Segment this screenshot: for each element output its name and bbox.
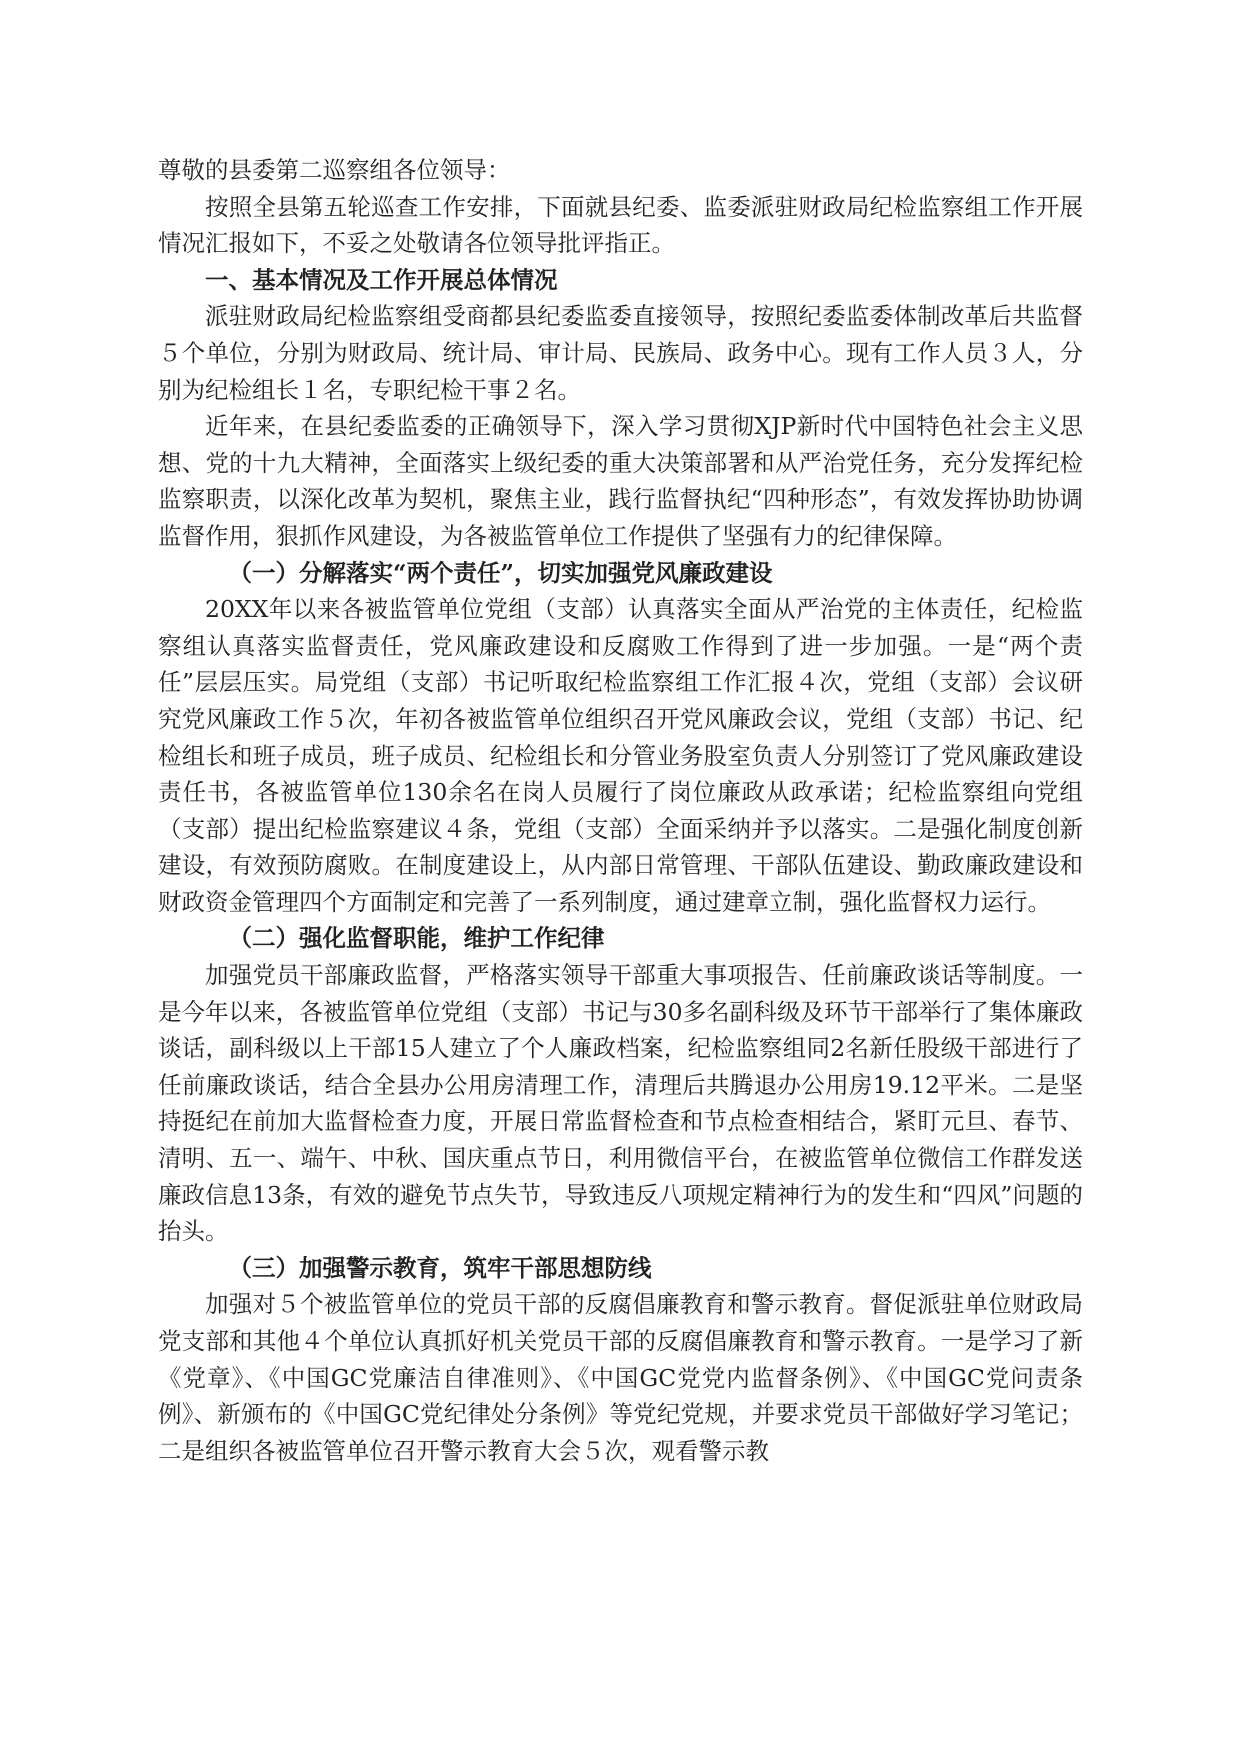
- intro-paragraph: 按照全县第五轮巡查工作安排，下面就县纪委、监委派驻财政局纪检监察组工作开展情况汇报如下，不妥之处敬请各位领导批评指正。: [158, 192, 1083, 258]
- subsection-heading-supervision: （二）强化监督职能，维护工作纪律: [228, 924, 605, 953]
- salutation: 尊敬的县委第二巡察组各位领导：: [158, 156, 511, 184]
- document-body: [158, 152, 1083, 1469]
- paragraph-recent-work: 近年来，在县纪委监委的正确领导下，深入学习贯彻XJP新时代中国特色社会主义思想、党的十九大精神，全面落实上级纪委的重大决策部署和从严治党任务，充分发挥纪检监察职责，以深化改革为契机，聚焦主业，践行监督执纪“四种形态”，有效发挥协助协调监督作用，狠抓作风建设，为各被监管单位工作提供了坚强有力的纪律保障。: [158, 412, 1083, 550]
- subsection-heading-two-responsibilities: （一）分解落实“两个责任”，切实加强党风廉政建设: [228, 558, 773, 587]
- section-heading-basic-situation: 一、基本情况及工作开展总体情况: [205, 265, 558, 294]
- paragraph-two-responsibilities: 20XX年以来各被监管单位党组（支部）认真落实全面从严治党的主体责任，纪检监察组认真落实监督责任，党风廉政建设和反腐败工作得到了进一步加强。一是“两个责任”层层压实。局党组（支部）书记听取纪检监察组工作汇报４次，党组（支部）会议研究党风廉政工作５次，年初各被监管单位组织召开党风廉政会议，党组（支部）书记、纪检组长和班子成员，班子成员、纪检组长和分管业务股室负责人分别签订了党风廉政建设责任书，各被监管单位130余名在岗人员履行了岗位廉政从政承诺；纪检监察组向党组（支部）提出纪检监察建议４条，党组（支部）全面采纳并予以落实。二是强化制度创新建设，有效预防腐败。在制度建设上，从内部日常管理、干部队伍建设、勤政廉政建设和财政资金管理四个方面制定和完善了一系列制度，通过建章立制，强化监督权力运行。: [158, 595, 1083, 916]
- paragraph-supervision: 加强党员干部廉政监督，严格落实领导干部重大事项报告、任前廉政谈话等制度。一是今年以来，各被监管单位党组（支部）书记与30多名副科级及环节干部举行了集体廉政谈话，副科级以上干部15人建立了个人廉政档案，纪检监察组同2名新任股级干部进行了任前廉政谈话，结合全县办公用房清理工作，清理后共腾退办公用房19.12平米。二是坚持挺纪在前加大监督检查力度，开展日常监督检查和节点检查相结合，紧盯元旦、春节、清明、五一、端午、中秋、国庆重点节日，利用微信平台，在被监管单位微信工作群发送廉政信息13条，有效的避免节点失节，导致违反八项规定精神行为的发生和“四风”问题的抬头。: [158, 961, 1083, 1246]
- paragraph-team-overview: 派驻财政局纪检监察组受商都县纪委监委直接领导，按照纪委监委体制改革后共监督５个单位，分别为财政局、统计局、审计局、民族局、政务中心。现有工作人员３人，分别为纪检组长１名，专职纪检干事２名。: [158, 302, 1083, 404]
- paragraph-warning-education: 加强对５个被监管单位的党员干部的反腐倡廉教育和警示教育。督促派驻单位财政局党支部和其他４个单位认真抓好机关党员干部的反腐倡廉教育和警示教育。一是学习了新《党章》、《中国GC党廉洁自律准则》、《中国GC党党内监督条例》、《中国GC党问责条例》、新颁布的《中国GC党纪律处分条例》等党纪党规，并要求党员干部做好学习笔记；二是组织各被监管单位召开警示教育大会５次，观看警示教: [158, 1290, 1083, 1465]
- subsection-heading-warning-education: （三）加强警示教育，筑牢干部思想防线: [228, 1253, 652, 1282]
